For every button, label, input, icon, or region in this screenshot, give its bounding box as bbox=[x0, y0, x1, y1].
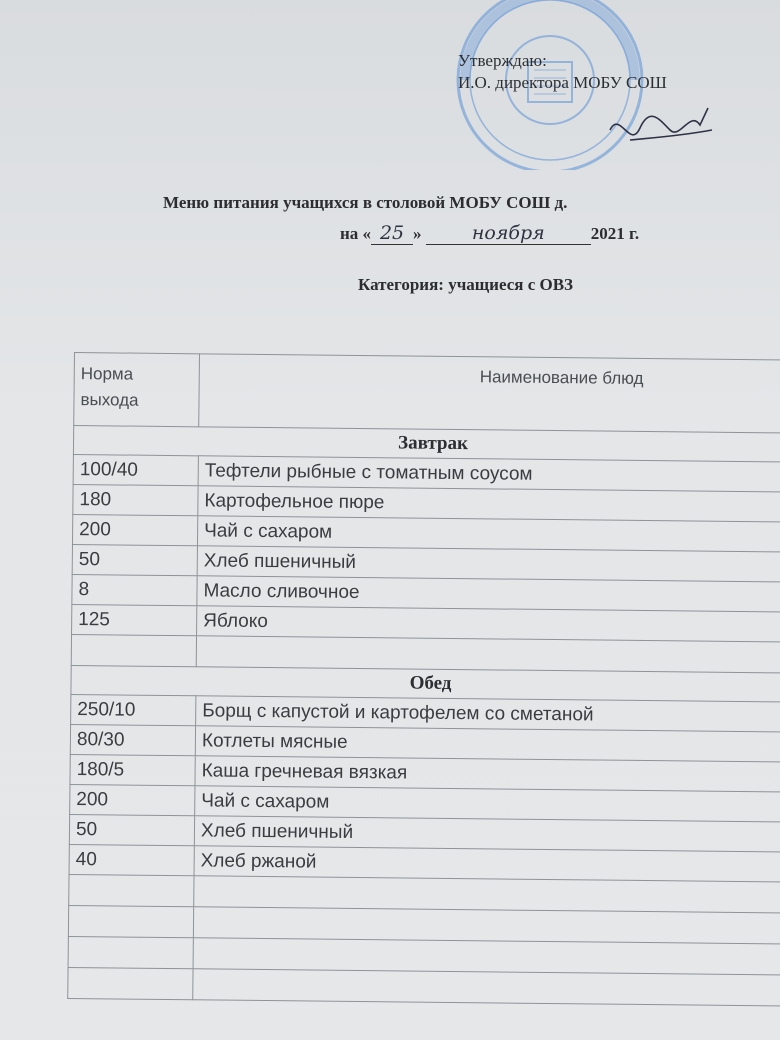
section-title: Завтрак bbox=[73, 426, 780, 463]
dish-name-cell: Борщ с капустой и картофелем со сметаной bbox=[196, 696, 780, 732]
dish-name-cell: Чай с сахаром bbox=[197, 516, 780, 552]
dish-name-cell: Тефтели рыбные с томатным соусом bbox=[198, 456, 780, 492]
handwritten-signature bbox=[600, 100, 720, 160]
date-quote-close: » bbox=[413, 224, 422, 243]
norm-cell: 100/40 bbox=[73, 454, 198, 485]
header-norm: Норма выхода bbox=[74, 353, 200, 427]
dish-name-cell: Чай с сахаром bbox=[195, 786, 780, 822]
norm-cell bbox=[68, 936, 193, 968]
norm-cell bbox=[71, 634, 196, 666]
dish-name-cell: Хлеб пшеничный bbox=[197, 546, 780, 582]
approval-label: Утверждаю: bbox=[458, 51, 547, 70]
menu-table bbox=[67, 352, 780, 1007]
norm-cell: 180 bbox=[73, 484, 198, 515]
norm-cell: 200 bbox=[72, 514, 197, 545]
dish-name-cell bbox=[193, 969, 780, 1006]
norm-cell: 50 bbox=[72, 544, 197, 575]
table-header-row bbox=[74, 353, 780, 434]
dish-name-cell: Хлеб ржаной bbox=[194, 846, 780, 882]
date-year: 2021 г. bbox=[590, 224, 640, 243]
norm-cell: 50 bbox=[69, 814, 194, 845]
approval-block bbox=[458, 50, 667, 94]
dish-name-cell: Каша гречневая вязкая bbox=[195, 756, 780, 792]
dish-name-cell: Яблоко bbox=[197, 606, 780, 642]
table-row bbox=[68, 967, 780, 1006]
norm-cell bbox=[68, 967, 193, 999]
dish-name-cell: Картофельное пюре bbox=[198, 486, 780, 522]
norm-cell: 8 bbox=[72, 574, 197, 605]
category-line: Категория: учащиеся с ОВЗ bbox=[358, 275, 574, 294]
norm-cell: 250/10 bbox=[71, 694, 196, 725]
header-name: Наименование блюд bbox=[199, 354, 780, 433]
document-title: Меню питания учащихся в столовой МОБУ СОШ д. bbox=[163, 193, 568, 212]
date-day: 25 bbox=[371, 222, 413, 245]
norm-cell: 200 bbox=[70, 784, 195, 815]
date-prefix: на « bbox=[340, 224, 372, 243]
norm-cell: 125 bbox=[72, 604, 197, 635]
date-line bbox=[340, 222, 639, 245]
norm-cell bbox=[68, 905, 193, 937]
approval-signer: И.О. директора МОБУ СОШ bbox=[458, 73, 667, 92]
section-title: Обед bbox=[71, 665, 780, 702]
norm-cell bbox=[69, 874, 194, 906]
dish-name-cell: Хлеб пшеничный bbox=[194, 816, 780, 852]
norm-cell: 180/5 bbox=[70, 754, 195, 785]
dish-name-cell: Котлеты мясные bbox=[195, 726, 780, 762]
date-month: ноября bbox=[426, 222, 591, 245]
norm-cell: 80/30 bbox=[70, 724, 195, 755]
dish-name-cell: Масло сливочное bbox=[197, 576, 780, 612]
norm-cell: 40 bbox=[69, 844, 194, 875]
